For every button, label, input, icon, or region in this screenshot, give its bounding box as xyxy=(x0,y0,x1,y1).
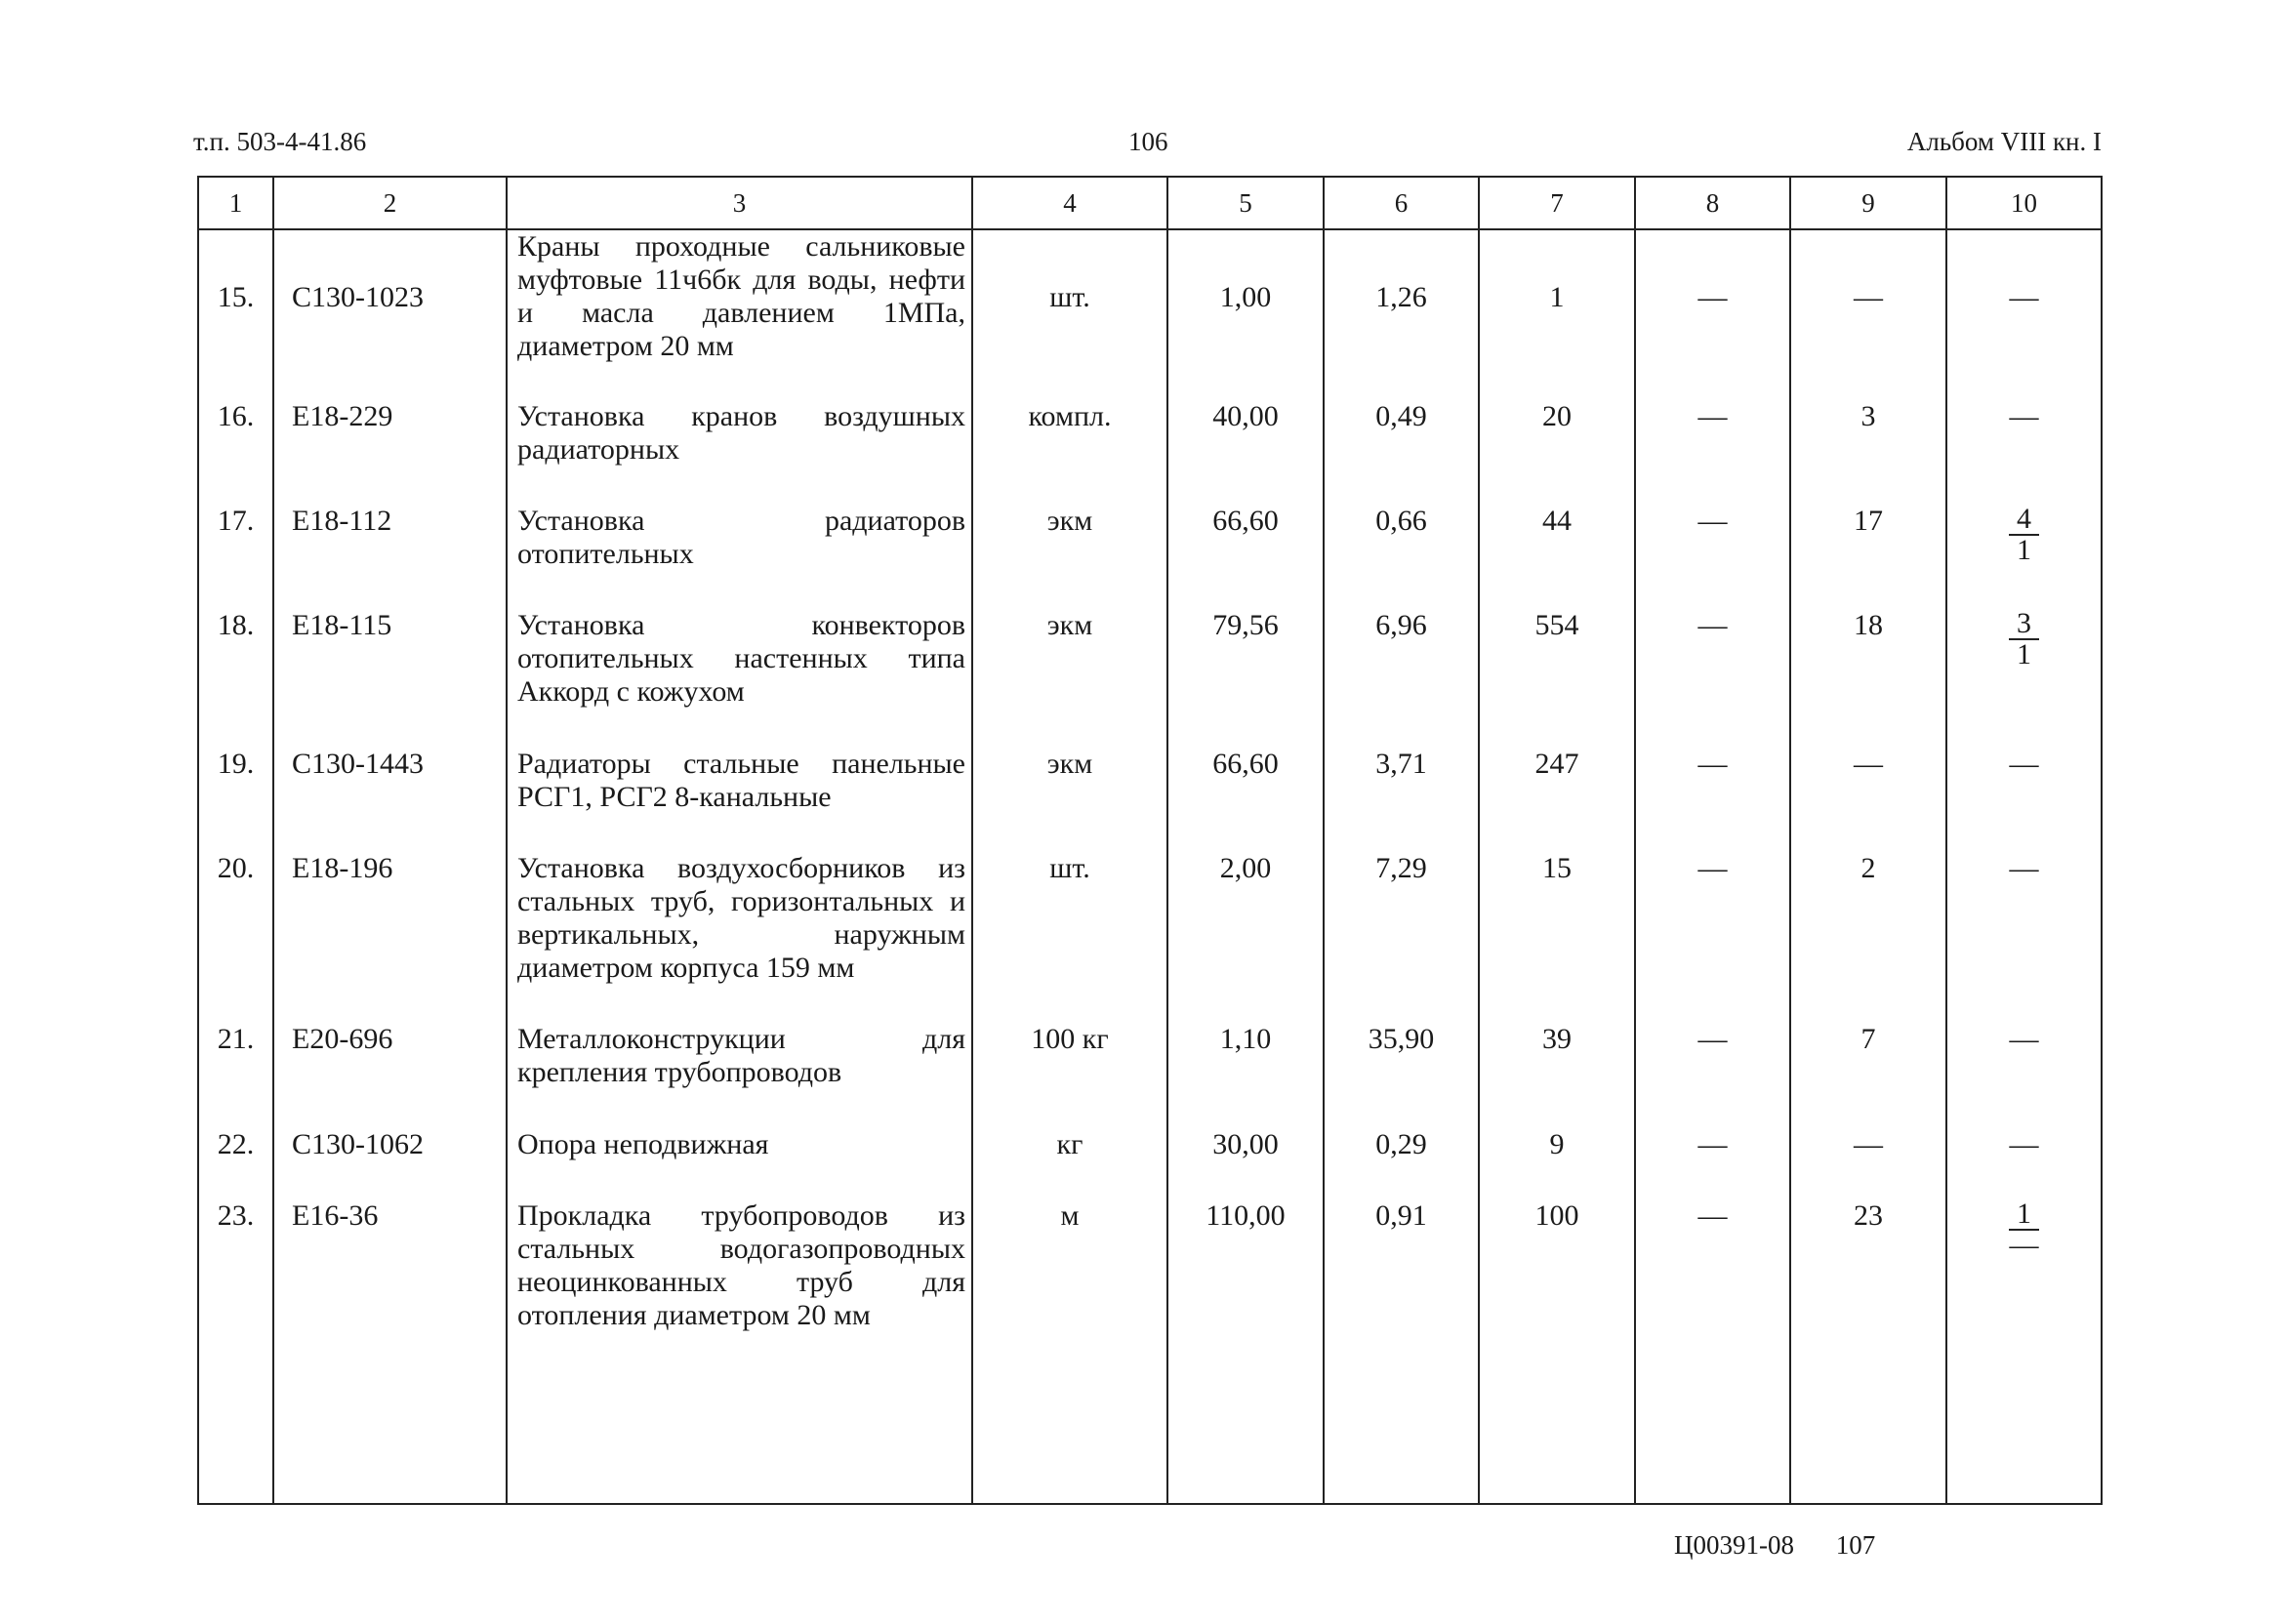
column-header: 10 xyxy=(1946,177,2102,229)
rate-code: Е18-112 xyxy=(273,505,507,609)
total-cost: 1 xyxy=(1479,229,1635,400)
document-number: т.п. 503-4-41.86 xyxy=(193,127,367,156)
col-10-value xyxy=(1946,505,2102,609)
table-row xyxy=(198,748,2102,852)
row-number: 20. xyxy=(198,852,273,1023)
row-number: 16. xyxy=(198,400,273,505)
rate-code: Е20-696 xyxy=(273,1023,507,1128)
quantity: 110,00 xyxy=(1167,1199,1324,1504)
fraction xyxy=(2009,609,2039,670)
unit-cost: 7,29 xyxy=(1324,852,1479,1023)
unit-cost: 0,29 xyxy=(1324,1128,1479,1199)
col-9-value: — xyxy=(1790,229,1946,400)
unit: шт. xyxy=(972,229,1167,400)
total-cost: 554 xyxy=(1479,609,1635,748)
fraction xyxy=(2009,1199,2039,1260)
fraction-numerator: 3 xyxy=(2009,609,2039,640)
unit-cost: 35,90 xyxy=(1324,1023,1479,1128)
total-cost: 44 xyxy=(1479,505,1635,609)
fraction-numerator: 4 xyxy=(2009,505,2039,536)
column-header: 5 xyxy=(1167,177,1324,229)
col-10-value xyxy=(1946,1199,2102,1504)
work-description: Установка воздухосборников из стальных труб, горизонтальных и вертикальных, наружным диаметром корпуса 159 мм xyxy=(507,852,972,1023)
col-9-value: 2 xyxy=(1790,852,1946,1023)
rate-code: Е18-229 xyxy=(273,400,507,505)
col-10-value: — xyxy=(1946,229,2102,400)
table-row xyxy=(198,1128,2102,1199)
unit: экм xyxy=(972,505,1167,609)
row-number: 21. xyxy=(198,1023,273,1128)
footer-page: 107 xyxy=(1835,1530,1876,1560)
column-header: 9 xyxy=(1790,177,1946,229)
column-header: 6 xyxy=(1324,177,1479,229)
total-cost: 9 xyxy=(1479,1128,1635,1199)
quantity: 2,00 xyxy=(1167,852,1324,1023)
unit: кг xyxy=(972,1128,1167,1199)
fraction-denominator: 1 xyxy=(2017,534,2031,566)
row-number: 23. xyxy=(198,1199,273,1504)
fraction-numerator: 1 xyxy=(2009,1199,2039,1231)
unit-cost: 3,71 xyxy=(1324,748,1479,852)
quantity: 1,10 xyxy=(1167,1023,1324,1128)
quantity: 40,00 xyxy=(1167,400,1324,505)
table-row xyxy=(198,505,2102,609)
total-cost: 39 xyxy=(1479,1023,1635,1128)
fraction xyxy=(2009,505,2039,565)
rate-code: Е18-115 xyxy=(273,609,507,748)
total-cost: 15 xyxy=(1479,852,1635,1023)
table-row xyxy=(198,1023,2102,1128)
column-header: 3 xyxy=(507,177,972,229)
fraction-denominator: — xyxy=(2009,1229,2039,1261)
footer xyxy=(1674,1530,1910,1561)
total-cost: 247 xyxy=(1479,748,1635,852)
unit: экм xyxy=(972,609,1167,748)
col-9-value: 7 xyxy=(1790,1023,1946,1128)
unit-cost: 0,91 xyxy=(1324,1199,1479,1504)
col-8-value: — xyxy=(1635,1199,1790,1504)
col-10-value: — xyxy=(1946,748,2102,852)
rate-code: Е16-36 xyxy=(273,1199,507,1504)
column-header: 1 xyxy=(198,177,273,229)
row-number: 22. xyxy=(198,1128,273,1199)
column-number-row xyxy=(198,177,2102,229)
table-row xyxy=(198,852,2102,1023)
total-cost: 100 xyxy=(1479,1199,1635,1504)
unit-cost: 6,96 xyxy=(1324,609,1479,748)
unit: 100 кг xyxy=(972,1023,1167,1128)
row-number: 19. xyxy=(198,748,273,852)
rate-code: Е18-196 xyxy=(273,852,507,1023)
rate-code: С130-1062 xyxy=(273,1128,507,1199)
col-10-value: — xyxy=(1946,852,2102,1023)
rate-code: С130-1023 xyxy=(273,229,507,400)
quantity: 1,00 xyxy=(1167,229,1324,400)
column-header: 2 xyxy=(273,177,507,229)
table-row xyxy=(198,400,2102,505)
fraction-denominator: 1 xyxy=(2017,638,2031,670)
col-8-value: — xyxy=(1635,505,1790,609)
col-8-value: — xyxy=(1635,852,1790,1023)
unit: м xyxy=(972,1199,1167,1504)
col-9-value: 17 xyxy=(1790,505,1946,609)
row-number: 18. xyxy=(198,609,273,748)
col-8-value: — xyxy=(1635,229,1790,400)
page-number: 106 xyxy=(1128,127,1168,156)
row-number: 15. xyxy=(198,229,273,400)
work-description: Установка кранов воздушных радиаторных xyxy=(507,400,972,505)
table-row xyxy=(198,229,2102,400)
col-9-value: — xyxy=(1790,1128,1946,1199)
col-8-value: — xyxy=(1635,609,1790,748)
work-description: Радиаторы стальные панельные РСГ1, РСГ2 8-канальные xyxy=(507,748,972,852)
col-8-value: — xyxy=(1635,1023,1790,1128)
work-description: Установка конвекторов отопительных настенных типа Аккорд с кожухом xyxy=(507,609,972,748)
col-10-value: — xyxy=(1946,1023,2102,1128)
col-10-value: — xyxy=(1946,1128,2102,1199)
unit: компл. xyxy=(972,400,1167,505)
rate-code: С130-1443 xyxy=(273,748,507,852)
col-9-value: 23 xyxy=(1790,1199,1946,1504)
column-header: 4 xyxy=(972,177,1167,229)
col-8-value: — xyxy=(1635,1128,1790,1199)
column-header: 7 xyxy=(1479,177,1635,229)
total-cost: 20 xyxy=(1479,400,1635,505)
col-9-value: 3 xyxy=(1790,400,1946,505)
table-row xyxy=(198,609,2102,748)
col-10-value: — xyxy=(1946,400,2102,505)
unit-cost: 0,49 xyxy=(1324,400,1479,505)
work-description: Опора неподвижная xyxy=(507,1128,972,1199)
estimate-table xyxy=(197,176,2103,1505)
col-8-value: — xyxy=(1635,400,1790,505)
col-9-value: 18 xyxy=(1790,609,1946,748)
unit-cost: 0,66 xyxy=(1324,505,1479,609)
work-description: Установка радиаторов отопительных xyxy=(507,505,972,609)
work-description: Металлоконструкции для крепления трубопроводов xyxy=(507,1023,972,1128)
work-description: Прокладка трубопроводов из стальных водогазопроводных неоцинкованных труб для отопления диаметром 20 мм xyxy=(507,1199,972,1504)
row-number: 17. xyxy=(198,505,273,609)
column-header: 8 xyxy=(1635,177,1790,229)
quantity: 66,60 xyxy=(1167,505,1324,609)
album-label: Альбом VIII кн. I xyxy=(1906,127,2102,156)
quantity: 30,00 xyxy=(1167,1128,1324,1199)
col-10-value xyxy=(1946,609,2102,748)
quantity: 79,56 xyxy=(1167,609,1324,748)
unit: экм xyxy=(972,748,1167,852)
footer-code: Ц00391-08 xyxy=(1674,1530,1794,1560)
unit: шт. xyxy=(972,852,1167,1023)
quantity: 66,60 xyxy=(1167,748,1324,852)
work-description: Краны проходные сальниковые муфтовые 11ч6бк для воды, нефти и масла давлением 1МПа, диаметром 20 мм xyxy=(507,229,972,400)
col-9-value: — xyxy=(1790,748,1946,852)
col-8-value: — xyxy=(1635,748,1790,852)
table-row xyxy=(198,1199,2102,1504)
unit-cost: 1,26 xyxy=(1324,229,1479,400)
